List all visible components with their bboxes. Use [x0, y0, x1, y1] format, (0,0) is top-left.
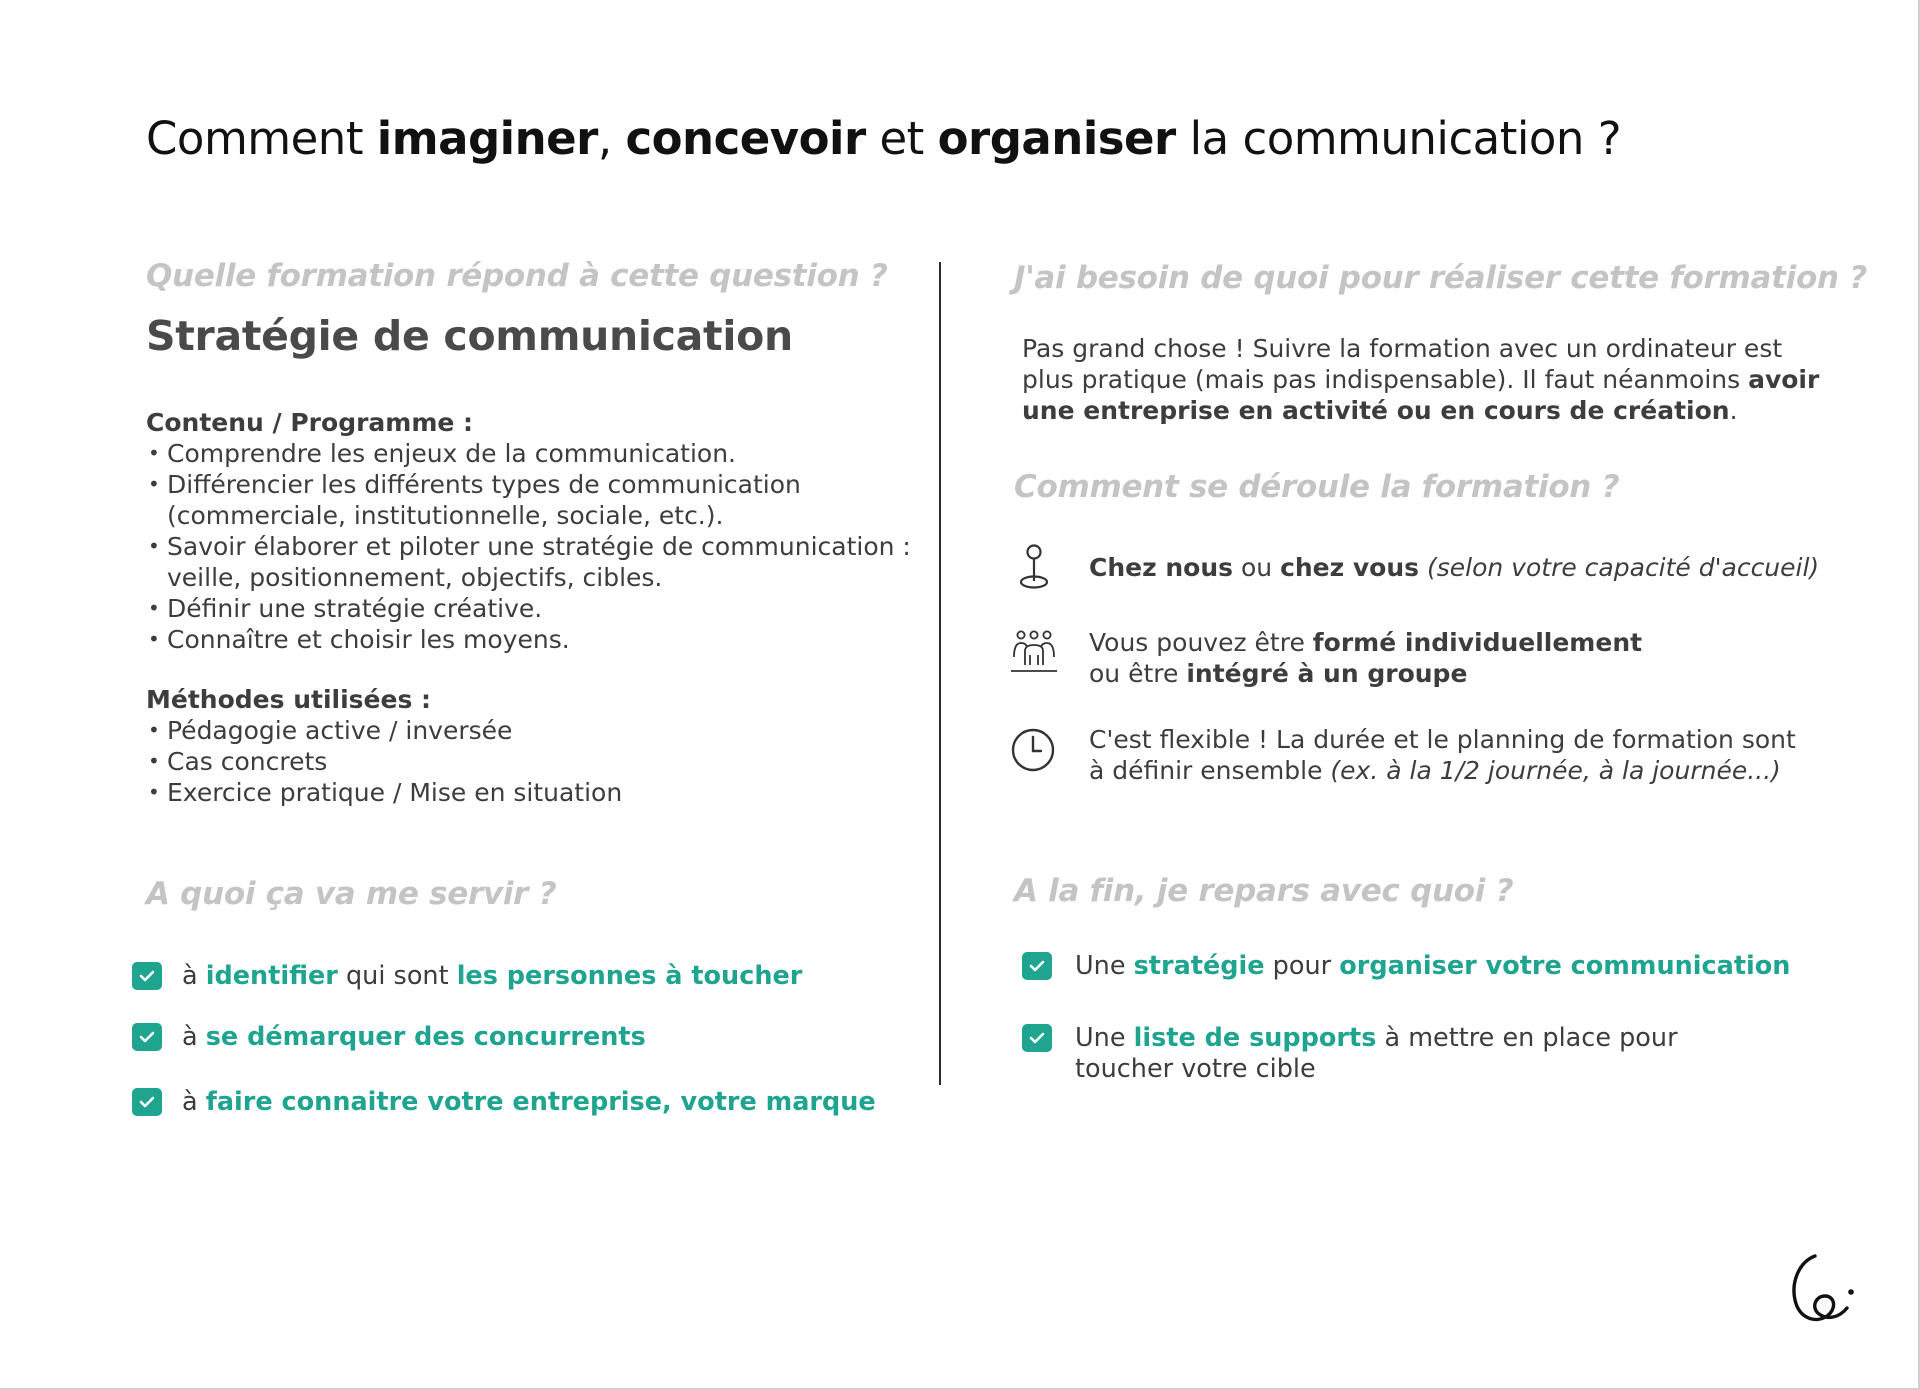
check-icon — [1022, 952, 1052, 980]
methods — [146, 684, 916, 808]
benefit-item: à identifier qui sont les personnes à toucher — [132, 961, 802, 991]
needs-question: J'ai besoin de quoi pour réaliser cette formation ? — [1014, 260, 1867, 296]
benefit-item: à se démarquer des concurrents — [132, 1022, 646, 1052]
location-pin-icon — [1009, 542, 1059, 592]
how-question: Comment se déroule la formation ? — [1014, 469, 1620, 505]
benefits-question: A quoi ça va me servir ? — [146, 876, 557, 912]
list-item: • Cas concrets — [146, 746, 916, 777]
needs-text: Pas grand chose ! Suivre la formation avec un ordinateur est plus pratique (mais pas indispensable). Il faut néanmoins avoir une entreprise en activité ou en cours de création. — [1022, 334, 1820, 425]
page-title: Comment imaginer, concevoir et organiser la communication ? — [146, 112, 1622, 165]
formation-title: Stratégie de communication — [146, 312, 793, 360]
content-heading: Contenu / Programme : — [146, 408, 474, 437]
check-icon — [132, 962, 162, 990]
list-item: • Pédagogie active / inversée — [146, 715, 916, 746]
list-item: • Savoir élaborer et piloter une stratégie de communication : veille, positionnement, objectifs, cibles. — [146, 531, 916, 593]
clock-icon — [1009, 724, 1059, 774]
methods-list — [146, 715, 916, 808]
outcome-item: Une liste de supports à mettre en place pour toucher votre cible — [1022, 1023, 1775, 1085]
check-icon — [132, 1088, 162, 1116]
brand-logo-icon — [1785, 1252, 1857, 1328]
group-people-icon — [1009, 627, 1059, 677]
group-info: Vous pouvez être formé individuellement ou être intégré à un groupe — [1009, 627, 1642, 689]
list-item: • Définir une stratégie créative. — [146, 593, 916, 624]
content-list — [146, 438, 916, 655]
list-item: • Exercice pratique / Mise en situation — [146, 777, 916, 808]
list-item: • Comprendre les enjeux de la communication. — [146, 438, 916, 469]
content-program — [146, 407, 916, 655]
list-item: • Différencier les différents types de communication (commerciale, institutionnelle, sociale, etc.). — [146, 469, 916, 531]
column-divider — [939, 262, 941, 1085]
end-question: A la fin, je repars avec quoi ? — [1014, 873, 1514, 909]
formation-question: Quelle formation répond à cette question ? — [146, 258, 888, 294]
check-icon — [1022, 1024, 1052, 1052]
list-item: • Connaître et choisir les moyens. — [146, 624, 916, 655]
location-info: Chez nous ou chez vous (selon votre capacité d'accueil) — [1009, 542, 1819, 592]
benefit-item: à faire connaitre votre entreprise, votre marque — [132, 1087, 876, 1117]
time-info: C'est flexible ! La durée et le planning de formation sont à définir ensemble (ex. à la 1/2 journée, à la journée...) — [1009, 724, 1819, 786]
methods-heading: Méthodes utilisées : — [146, 685, 432, 714]
check-icon — [132, 1023, 162, 1051]
outcome-item: Une stratégie pour organiser votre communication — [1022, 951, 1790, 981]
